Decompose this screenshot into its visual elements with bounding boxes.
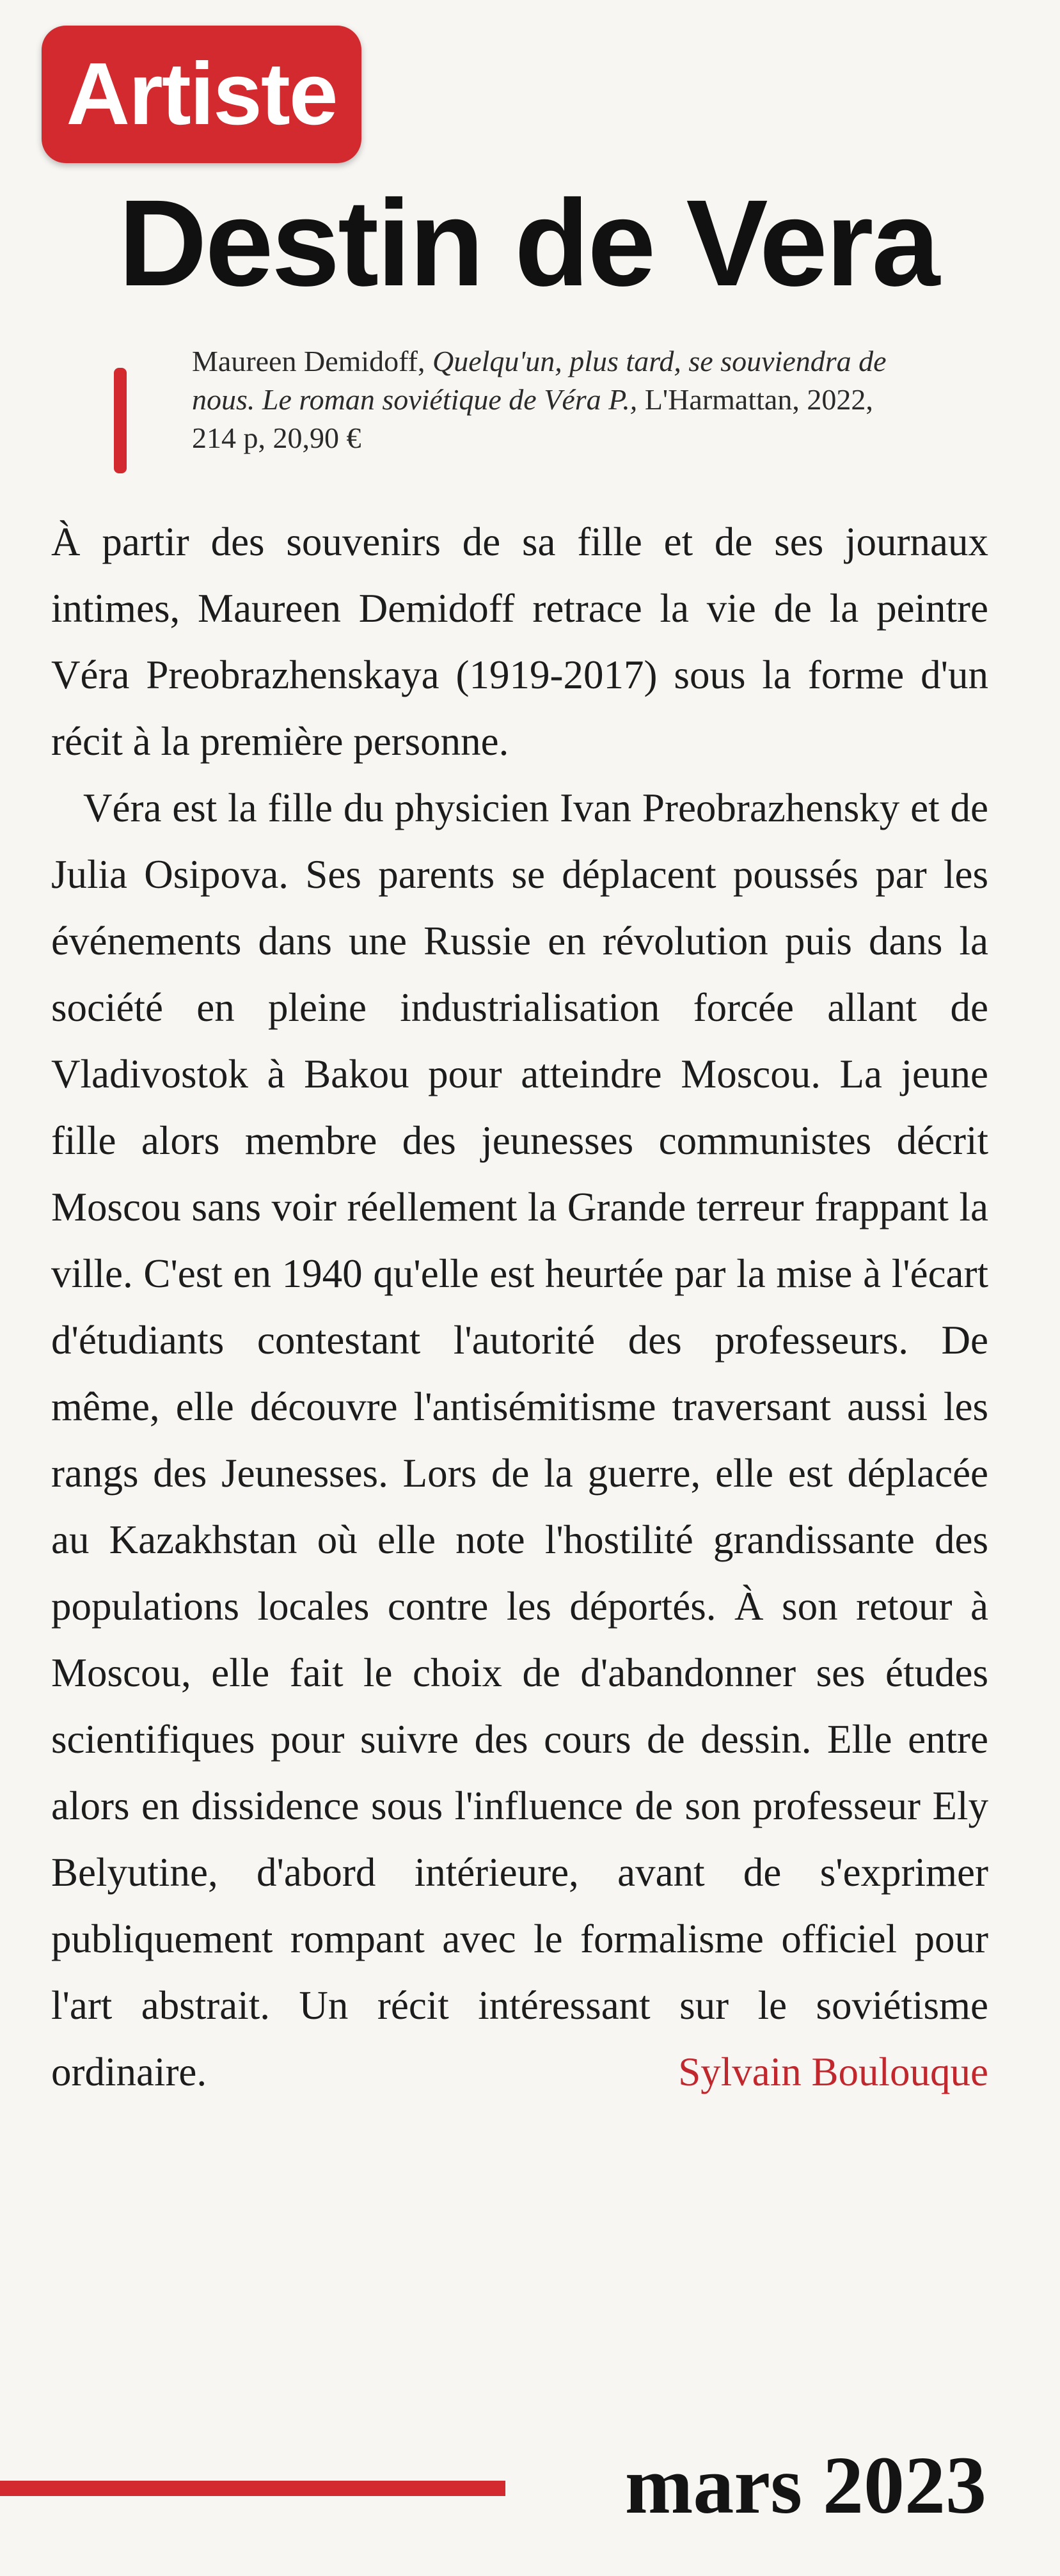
author-signature: Sylvain Boulouque — [678, 2050, 988, 2094]
article-body — [51, 509, 988, 2105]
reference-publisher-info: L'Harmattan, 2022, 214 p, 20,90 € — [192, 383, 873, 454]
article-paragraph-2 — [51, 775, 988, 2105]
category-badge: Artiste — [42, 26, 361, 163]
book-reference — [192, 342, 908, 457]
reference-book-title: Quelqu'un, plus tard, se souviendra de nous. Le roman soviétique de Véra P., — [192, 345, 887, 416]
article-title: Destin de Vera — [118, 174, 938, 312]
article-paragraph-2-text: Véra est la fille du physicien Ivan Preobrazhensky et de Julia Osipova. Ses parents se déplacent poussés par les événements dans une Russie en révolution puis dans la société en pleine industrialisation forcée allant de Vladivostok à Bakou pour atteindre Moscou. La jeune fille alors membre des jeunesses communistes décrit Moscou sans voir réellement la Grande terreur frappant la ville. C'est en 1940 qu'elle est heurtée par la mise à l'écart d'étudiants contestant l'autorité des professeurs. De même, elle découvre l'antisémitisme traversant aussi les rangs des Jeunesses. Lors de la guerre, elle est déplacée au Kazakhstan où elle note l'hostilité grandissante des populations locales contre les déportés. À son retour à Moscou, elle fait le choix de d'abandonner ses études scientifiques pour suivre des cours de dessin. Elle entre alors en dissidence sous l'influence de son professeur Ely Belyutine, d'abord intérieure, avant de s'exprimer publiquement rompant avec le formalisme officiel pour l'art abstrait. Un récit intéressant sur le soviétisme ordinaire. — [51, 786, 988, 2094]
reference-author: Maureen Demidoff, — [192, 345, 425, 377]
reference-accent-bar — [114, 368, 127, 473]
article-paragraph-1: À partir des souvenirs de sa fille et de ses journaux intimes, Maureen Demidoff retrace la vie de la peintre Véra Preobrazhenskaya (1919-2017) sous la forme d'un récit à la première personne. — [51, 519, 988, 764]
footer-divider — [0, 2481, 505, 2496]
issue-date: mars 2023 — [624, 2440, 986, 2531]
